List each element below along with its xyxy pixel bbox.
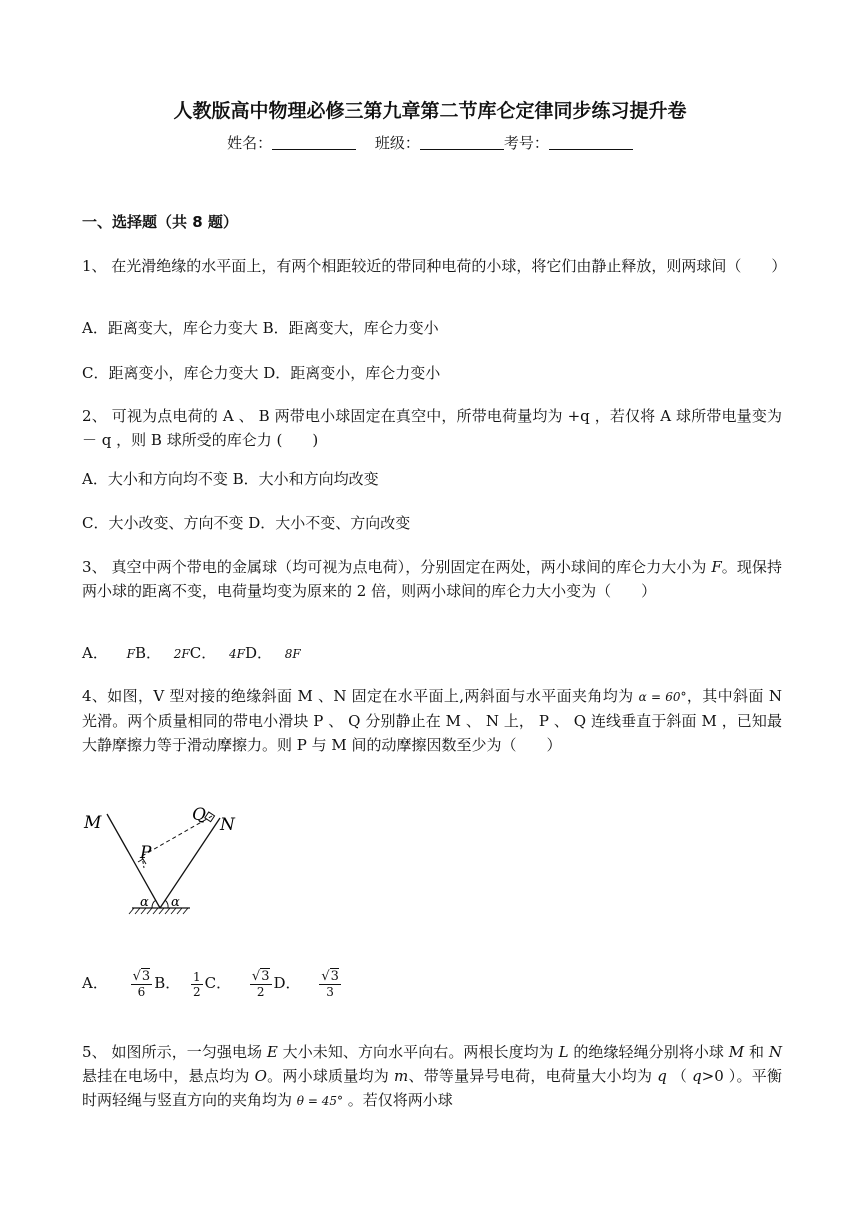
question-5-text	[82, 1040, 782, 1113]
q5-part6: 。两小球质量均为	[266, 1067, 394, 1085]
question-3-text-part1: 3、 真空中两个带电的金属球（均可视为点电荷），分别固定在两处，两小球间的库仑力大小为	[82, 558, 712, 576]
angle-arc-right	[165, 900, 168, 908]
label-q: Q	[192, 805, 206, 825]
question-2-options-cd: C．大小改变、方向不变 D．大小不变、方向改变	[82, 514, 411, 532]
section-heading: 一、选择题（共 8 题）	[82, 213, 238, 231]
question-3-text	[82, 555, 782, 603]
name-label: 姓名：	[227, 134, 273, 152]
q5-part2: 大小未知、方向水平向右。两根长度均为	[277, 1043, 559, 1061]
page-title: 人教版高中物理必修三第九章第二节库仑定律同步练习提升卷	[173, 100, 687, 122]
option-b-denominator: 2	[193, 984, 201, 999]
option-c-label: C．	[189, 644, 217, 662]
option-b-numerator: 1	[193, 969, 201, 984]
variable-e: E	[266, 1043, 278, 1061]
variable-f: F	[711, 558, 722, 576]
option-d-fraction: $\frac{√3}{3}$	[321, 968, 339, 999]
label-m: M	[84, 813, 102, 833]
question-1-text: 1、 在光滑绝缘的水平面上，有两个相距较近的带同种电荷的小球，将它们由静止释放，则两球间（ ）	[82, 257, 787, 275]
variable-q2: q	[692, 1067, 702, 1085]
variable-m: M	[728, 1043, 745, 1061]
option-c-numerator: 3	[261, 968, 270, 984]
option-a-fraction: $\frac{√3}{6}$	[132, 968, 151, 999]
option-a-label: A．	[82, 644, 108, 662]
q5-part9: >0 ）。平衡时两轻绳与竖直方向的夹角均为	[82, 1067, 782, 1109]
class-label: 班级：	[374, 134, 420, 152]
option-a-label: A．	[82, 974, 108, 992]
option-d-value: 8F	[284, 647, 301, 661]
question-3-text-part2: 。现保持两小球的距离不变，电荷量均变为原来的 2 倍，则两小球间的库仑力大小变为（ ）	[82, 558, 782, 600]
option-b-label: B．	[134, 644, 161, 662]
option-c-fraction: $\frac{√3}{2}$	[251, 968, 270, 999]
question-3-options	[82, 641, 782, 666]
q5-part7: 、带等量异号电荷，电荷量大小均为	[408, 1067, 658, 1085]
variable-mass: m	[394, 1067, 409, 1085]
label-n: N	[220, 815, 235, 835]
option-c-value: 4F	[229, 647, 245, 661]
variable-q: q	[657, 1067, 667, 1085]
name-blank[interactable]	[272, 135, 356, 150]
option-b-value: 2F	[173, 647, 190, 661]
question-2-text: 2、 可视为点电荷的 A 、 B 两带电小球固定在真空中，所带电荷量均为 +q ，若仅将 A 球所带电量变为－ q ，则 B 球所受的库仑力 ( )	[82, 407, 782, 449]
question-2-options-ab: A．大小和方向均不变 B．大小和方向均改变	[82, 470, 379, 488]
class-blank[interactable]	[420, 135, 504, 150]
label-alpha-left: α	[140, 895, 149, 910]
q5-part10: 。若仅将两小球	[342, 1091, 453, 1109]
q5-part8: （	[666, 1067, 693, 1085]
question-1-options-cd: C．距离变小，库仑力变大 D．距离变小，库仑力变小	[82, 364, 441, 382]
option-a-denominator: 6	[137, 984, 146, 999]
option-d-label: D．	[244, 644, 272, 662]
q5-part4: 和	[744, 1043, 769, 1061]
slope-m-line	[107, 814, 160, 908]
variable-l: L	[558, 1043, 569, 1061]
variable-n: N	[768, 1043, 782, 1061]
slope-n-line	[160, 818, 220, 908]
question-4-text-part2: ，其中斜面 N 光滑。两个质量相同的带电小滑块 P 、 Q 分别静止在 M 、 N 上， P 、 Q 连线垂直于斜面 M ，已知最大静摩擦力等于滑动摩擦力。则 P 与 M 间的动摩擦因数至少为（ ）	[82, 687, 782, 754]
variable-o: O	[254, 1067, 267, 1085]
question-4-options	[82, 958, 782, 1008]
option-a-numerator: 3	[141, 968, 151, 984]
q5-part3: 的绝缘轻绳分别将小球	[568, 1043, 729, 1061]
option-c-denominator: 2	[256, 984, 265, 999]
angle-arc-left	[152, 900, 156, 908]
option-c-label: C．	[204, 974, 232, 992]
id-blank[interactable]	[549, 135, 633, 150]
option-a-value: F	[126, 647, 135, 661]
q5-part5: 悬挂在电场中，悬点均为	[82, 1067, 255, 1085]
option-b-fraction	[191, 970, 203, 999]
option-b-label: B．	[154, 974, 181, 992]
option-d-label: D．	[273, 974, 301, 992]
label-p: P	[140, 843, 152, 863]
theta-equation: θ = 45°	[296, 1094, 343, 1108]
question-1-options-ab: A．距离变大，库仑力变大 B．距离变大，库仑力变小	[82, 319, 439, 337]
alpha-equation: α = 60°	[638, 690, 687, 704]
q5-part1: 5、 如图所示，一匀强电场	[82, 1043, 267, 1061]
question-4-text-part1: 4、如图，V 型对接的绝缘斜面 M 、N 固定在水平面上,两斜面与水平面夹角均为	[82, 687, 639, 705]
inclined-planes-figure	[82, 800, 252, 925]
label-alpha-right: α	[171, 895, 180, 910]
option-d-numerator: 3	[330, 968, 339, 984]
question-4-text	[82, 684, 782, 757]
student-info-line	[0, 132, 860, 153]
id-label: 考号：	[503, 134, 549, 152]
option-d-denominator: 3	[326, 984, 334, 999]
